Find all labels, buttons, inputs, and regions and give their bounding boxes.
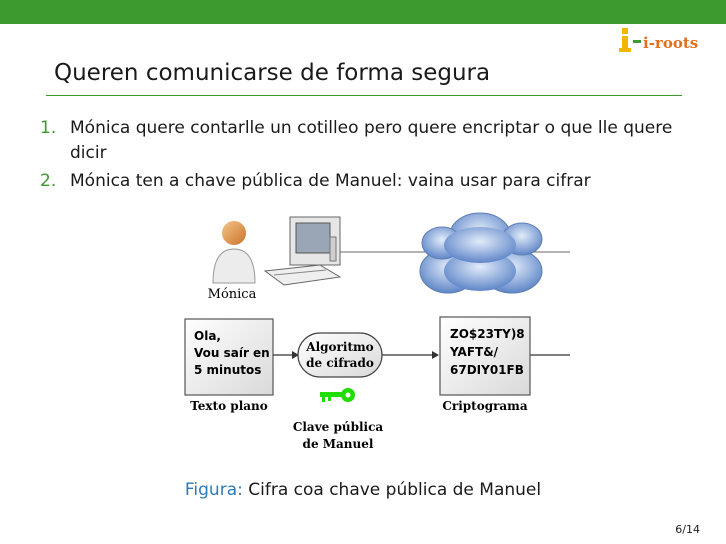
plaintext-line: 5 minutos [194, 363, 262, 377]
list-text: Mónica ten a chave pública de Manuel: vaina usar para cifrar [70, 171, 591, 191]
title-divider [46, 95, 682, 96]
ciphertext-line: ZO$23TY)8 [450, 327, 525, 341]
encryption-diagram [180, 205, 580, 470]
computer-icon [265, 217, 340, 285]
person-icon [213, 221, 255, 283]
cloud-icon [420, 213, 542, 293]
key-label-line: de Manuel [302, 437, 374, 451]
plaintext-line: Vou saír en [194, 346, 270, 360]
caption-text: Cifra coa chave pública de Manuel [248, 480, 542, 500]
list-number: 2. [40, 171, 57, 191]
list-item [40, 116, 680, 166]
page-number: 6/14 [675, 523, 700, 536]
plaintext-line: Ola, [194, 329, 221, 343]
ciphertext-label: Criptograma [442, 399, 528, 413]
person-label: Mónica [207, 287, 257, 302]
plaintext-label: Texto plano [190, 399, 268, 413]
caption-label: Figura: [184, 480, 243, 500]
i-roots-logo-icon [618, 26, 710, 54]
key-label-line: Clave pública [292, 420, 384, 434]
list-number: 1. [40, 118, 57, 138]
key-icon [320, 388, 355, 402]
list-text: Mónica quere contarlle un cotilleo pero quere encriptar o que lle quere dicir [70, 118, 673, 163]
slide-title: Queren comunicarse de forma segura [54, 60, 491, 86]
ciphertext-line: YAFT&/ [450, 345, 499, 359]
logo-text: i-roots [643, 34, 699, 52]
list-item [40, 169, 680, 194]
figure-caption [0, 480, 726, 500]
algorithm-line: de cifrado [306, 356, 374, 370]
header-bar [0, 0, 726, 24]
ciphertext-line: 67DIY01FB [450, 363, 524, 377]
algorithm-line: Algoritmo [306, 340, 374, 354]
numbered-list [40, 116, 680, 197]
arrow-head [432, 351, 439, 359]
